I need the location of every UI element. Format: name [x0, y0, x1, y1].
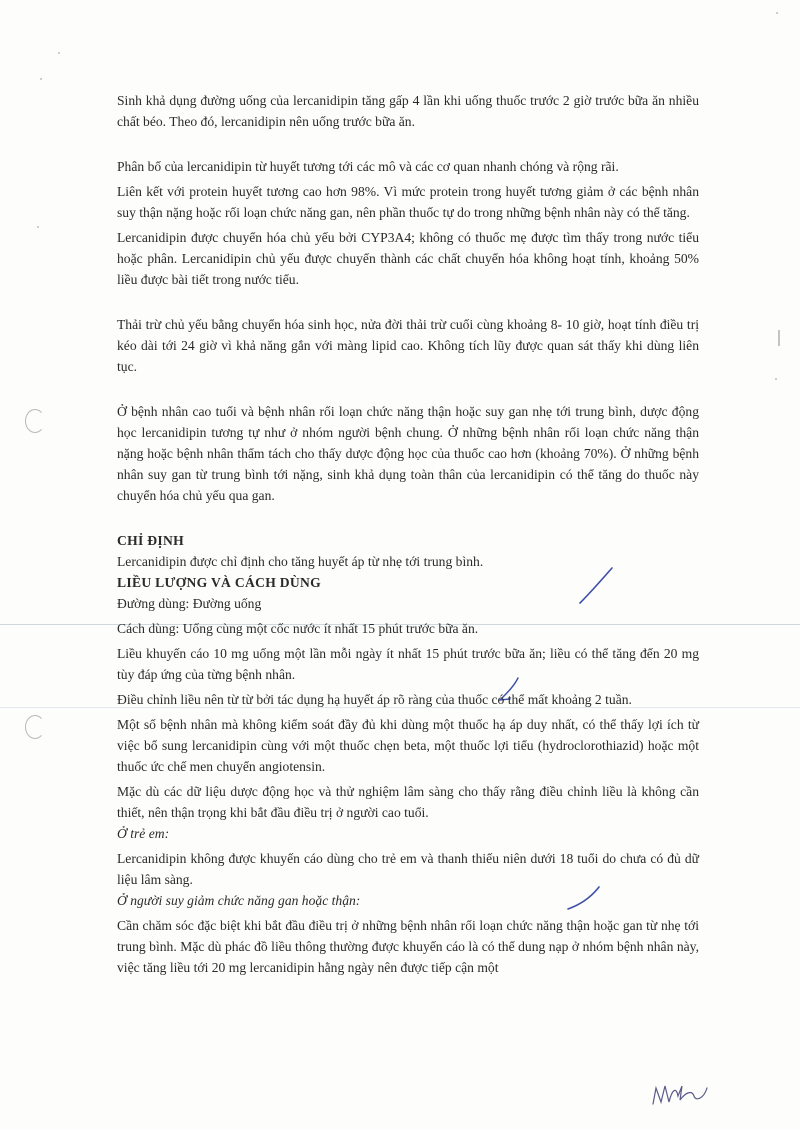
children-text: Lercanidipin không được khuyến cáo dùng cho trẻ em và thanh thiếu niên dưới 18 tuổi do chưa có đủ dữ liệu lâm sàng. — [117, 851, 699, 887]
paragraph-special-populations: Ở bệnh nhân cao tuổi và bệnh nhân rối loạn chức năng thận hoặc suy gan nhẹ tới trung bình, dược động học lercanidipin tương tự như ở nhóm người bệnh chung. Ở những bệnh nhân rối loạn chức năng thận nặng hoặc bệnh nhân thẩm tách cho thấy dược động học của thuốc cao hơn (khoảng 70%). Ở những bệnh nhân suy gan từ trung bình tới nặng, sinh khả dụng toàn thân của lercanidipin có thể tăng do thuốc này chuyển hóa chủ yếu qua gan. — [117, 404, 699, 503]
handwritten-initials — [650, 1080, 710, 1110]
scan-speck — [775, 378, 777, 380]
dosage-combination: Một số bệnh nhân mà không kiểm soát đầy đủ khi dùng một thuốc hạ áp duy nhất, có thể thấy lợi ích từ việc bổ sung lercanidipin cùng với một thuốc chẹn beta, một thuốc lợi tiểu (hydroclorothiazid) hoặc một thuốc ức chế men chuyển angiotensin. — [117, 717, 699, 774]
scan-speck — [40, 78, 42, 80]
children-heading: Ở trẻ em: — [117, 826, 170, 841]
dosage-titration: Điều chỉnh liều nên từ từ bởi tác dụng hạ huyết áp rõ ràng của thuốc có thể mất khoảng 2 tuần. — [117, 692, 632, 707]
scan-speck — [37, 226, 39, 228]
paragraph-protein-binding: Liên kết với protein huyết tương cao hơn 98%. Vì mức protein trong huyết tương giảm ở các bệnh nhân suy thận nặng hoặc rối loạn chức năng gan, nên phần thuốc tự do trong những bệnh nhân này có thể tăng. — [117, 184, 699, 220]
dosage-method: Cách dùng: Uống cùng một cốc nước ít nhất 15 phút trước bữa ăn. — [117, 621, 479, 636]
document-body — [117, 90, 699, 978]
paragraph-bioavailability: Sinh khả dụng đường uống của lercanidipin tăng gấp 4 lần khi uống thuốc trước 2 giờ trước bữa ăn nhiều chất béo. Theo đó, lercanidipin nên uống trước bữa ăn. — [117, 93, 699, 129]
dosage-elderly: Mặc dù các dữ liệu dược động học và thử nghiệm lâm sàng cho thấy rằng điều chỉnh liều là không cần thiết, nên thận trọng khi bắt đầu điều trị ở người cao tuổi. — [117, 784, 699, 820]
dosage-recommended: Liều khuyến cáo 10 mg uống một lần mỗi ngày ít nhất 15 phút trước bữa ăn; liều có thể tăng đến 20 mg tùy đáp ứng của từng bệnh nhân. — [117, 646, 699, 682]
scan-edge-mark — [778, 330, 780, 346]
scan-speck — [776, 12, 778, 14]
impairment-text: Cần chăm sóc đặc biệt khi bắt đầu điều trị ở những bệnh nhân rối loạn chức năng thận hoặc gan từ nhẹ tới trung bình. Mặc dù phác đồ liều thông thường được khuyến cáo là có thể dung nạp ở nhóm bệnh nhân này, việc tăng liều tới 20 mg lercanidipin hằng ngày nên được tiếp cận một — [117, 918, 699, 975]
punch-hole-bottom — [25, 715, 45, 739]
impairment-heading: Ở người suy giảm chức năng gan hoặc thận: — [117, 893, 361, 908]
indication-heading: CHỈ ĐỊNH — [117, 533, 184, 548]
scan-speck — [58, 52, 60, 54]
paragraph-distribution: Phân bố của lercanidipin từ huyết tương tới các mô và các cơ quan nhanh chóng và rộng rãi. — [117, 159, 619, 174]
dosage-route: Đường dùng: Đường uống — [117, 596, 262, 611]
paragraph-elimination: Thải trừ chủ yếu bằng chuyển hóa sinh học, nửa đời thải trừ cuối cùng khoảng 8- 10 giờ, hoạt tính điều trị kéo dài tới 24 giờ vì khả năng gắn với màng lipid cao. Không tích lũy được quan sát thấy khi dùng liên tục. — [117, 317, 699, 374]
punch-hole-top — [25, 409, 45, 433]
indication-text: Lercanidipin được chỉ định cho tăng huyết áp từ nhẹ tới trung bình. — [117, 554, 484, 569]
paragraph-metabolism: Lercanidipin được chuyển hóa chủ yếu bởi CYP3A4; không có thuốc mẹ được tìm thấy trong nước tiểu hoặc phân. Lercanidipin chủ yếu được chuyển thành các chất chuyển hóa không hoạt tính, khoảng 50% liều được bài tiết trong nước tiểu. — [117, 230, 699, 287]
dosage-heading: LIỀU LƯỢNG VÀ CÁCH DÙNG — [117, 575, 322, 590]
